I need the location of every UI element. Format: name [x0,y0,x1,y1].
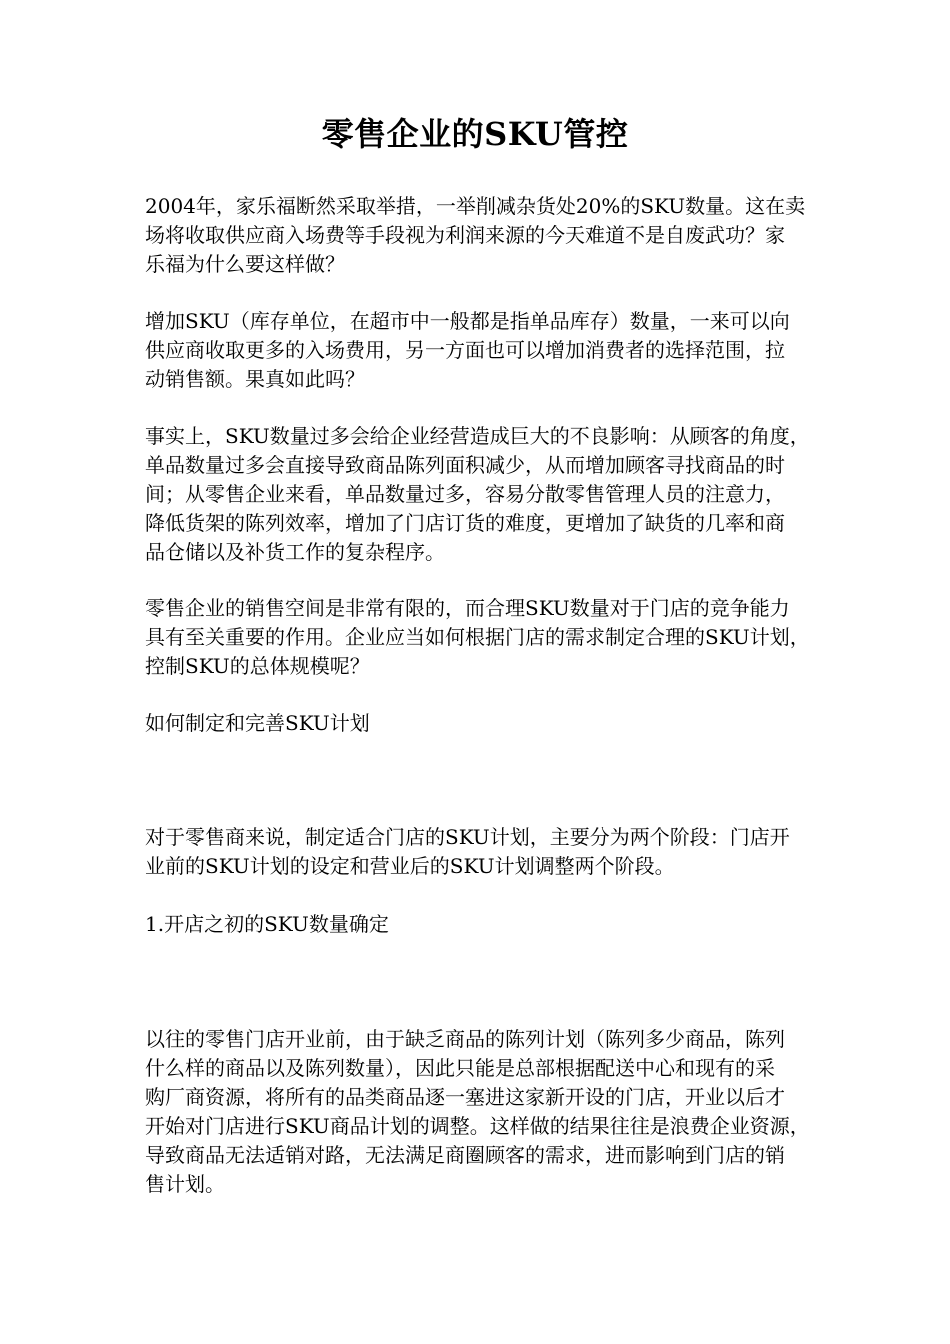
paragraph-line: 降低货架的陈列效率，增加了门店订货的难度，更增加了缺货的几率和商 [145,511,785,535]
paragraph-line: 购厂商资源，将所有的品类商品逐一塞进这家新开设的门店，开业以后才 [145,1085,785,1109]
paragraph-line: 开始对门店进行SKU商品计划的调整。这样做的结果往往是浪费企业资源， [145,1114,810,1138]
paragraph-line: 供应商收取更多的入场费用，另一方面也可以增加消费者的选择范围，拉 [145,338,785,362]
paragraph-line: 单品数量过多会直接导致商品陈列面积减少，从而增加顾客寻找商品的时 [145,453,785,477]
paragraph-line: 2004年，家乐福断然采取举措，一举削减杂货处20%的SKU数量。这在卖 [145,194,806,218]
paragraph-line: 导致商品无法适销对路，无法满足商圈顾客的需求，进而影响到门店的销 [145,1143,785,1167]
paragraph-line: 零售企业的销售空间是非常有限的，而合理SKU数量对于门店的竞争能力 [145,596,790,620]
section-heading: 1.开店之初的SKU数量确定 [145,912,389,936]
paragraph-sku-increase [145,307,885,394]
paragraph-line: 业前的SKU计划的设定和营业后的SKU计划调整两个阶段。 [145,854,675,878]
section-heading-sku-plan [145,709,885,738]
paragraph-line: 场将收取供应商入场费等手段视为利润来源的今天难道不是自废武功？家 [145,223,785,247]
paragraph-line: 乐福为什么要这样做？ [145,252,345,276]
paragraph-line: 具有至关重要的作用。企业应当如何根据门店的需求制定合理的SKU计划， [145,625,810,649]
paragraph-line: 增加SKU（库存单位，在超市中一般都是指单品库存）数量，一来可以向 [145,309,790,333]
section-heading: 如何制定和完善SKU计划 [145,711,370,735]
paragraph-intro [145,192,885,279]
paragraph-line: 动销售额。果真如此吗？ [145,367,365,391]
paragraph-line: 间；从零售企业来看，单品数量过多，容易分散零售管理人员的注意力， [145,482,785,506]
paragraph-sales-space [145,594,885,681]
paragraph-line: 品仓储以及补货工作的复杂程序。 [145,540,445,564]
paragraph-sku-impact [145,422,885,567]
paragraph-line: 售计划。 [145,1172,225,1196]
paragraph-line: 什么样的商品以及陈列数量），因此只能是总部根据配送中心和现有的采 [145,1056,775,1080]
paragraph-line: 事实上，SKU数量过多会给企业经营造成巨大的不良影响：从顾客的角度， [145,424,810,448]
section-heading-opening [145,910,885,939]
paragraph-two-stages [145,823,885,881]
paragraph-line: 对于零售商来说，制定适合门店的SKU计划，主要分为两个阶段：门店开 [145,825,790,849]
document-title: 零售企业的SKU管控 [321,115,629,153]
paragraph-past-practice [145,1025,885,1199]
paragraph-line: 控制SKU的总体规模呢？ [145,654,370,678]
paragraph-line: 以往的零售门店开业前，由于缺乏商品的陈列计划（陈列多少商品，陈列 [145,1027,785,1051]
